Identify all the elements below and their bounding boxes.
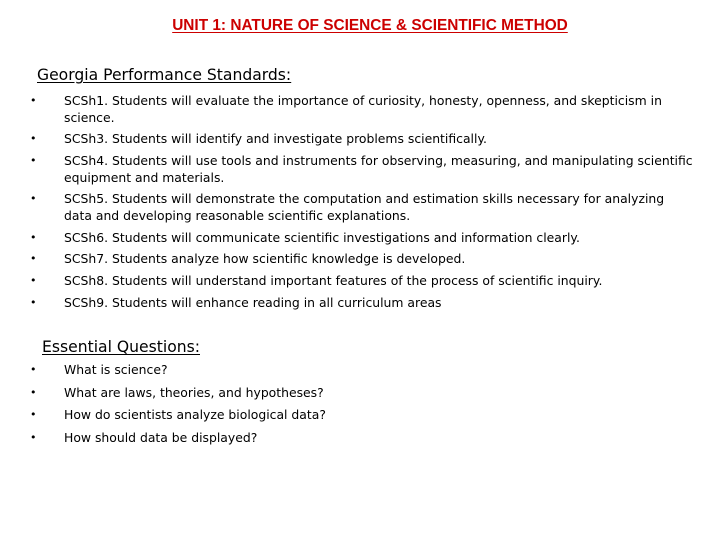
bullet-icon: • <box>30 363 37 376</box>
standards-list <box>30 93 695 317</box>
bullet-icon: • <box>30 385 37 399</box>
standard-text: SCSh3. Students will identify and investigate problems scientifically. <box>64 131 487 147</box>
standard-text: SCSh6. Students will communicate scientific investigations and information clearly. <box>64 229 580 245</box>
list-item <box>30 230 695 247</box>
bullet-icon: • <box>30 192 37 206</box>
standard-text: SCSh4. Students will use tools and instruments for observing, measuring, and manipulating scientific equipment and materials. <box>64 153 693 185</box>
standard-text: SCSh7. Students analyze how scientific knowledge is developed. <box>64 251 466 267</box>
bullet-icon: • <box>30 154 37 168</box>
list-item <box>30 295 695 312</box>
list-item <box>30 362 695 379</box>
list-item <box>30 273 695 290</box>
bullet-icon: • <box>30 274 37 288</box>
list-item <box>30 385 695 402</box>
list-item <box>30 407 695 424</box>
list-item <box>30 430 695 447</box>
question-text: What is science? <box>64 362 168 377</box>
list-item <box>30 251 695 268</box>
list-item <box>30 93 695 126</box>
standard-text: SCSh8. Students will understand important features of the process of scientific inquiry. <box>64 273 603 289</box>
list-item <box>30 131 695 148</box>
question-text: How should data be displayed? <box>64 430 258 446</box>
question-text: How do scientists analyze biological data? <box>64 407 326 423</box>
standard-text: SCSh9. Students will enhance reading in all curriculum areas <box>64 295 442 311</box>
bullet-icon: • <box>30 252 37 266</box>
bullet-icon: • <box>30 132 37 146</box>
question-text: What are laws, theories, and hypotheses? <box>64 384 324 400</box>
questions-list <box>30 362 695 453</box>
list-item <box>30 191 695 224</box>
standards-heading: Georgia Performance Standards: <box>37 66 292 84</box>
bullet-icon: • <box>30 230 37 244</box>
list-item <box>30 153 695 186</box>
questions-heading: Essential Questions: <box>42 338 200 356</box>
standard-text: SCSh1. Students will evaluate the importance of curiosity, honesty, openness, and skepticism in science. <box>64 93 662 125</box>
bullet-icon: • <box>30 431 37 445</box>
bullet-icon: • <box>30 296 37 310</box>
unit-title: UNIT 1: NATURE OF SCIENCE & SCIENTIFIC METHOD <box>172 17 568 34</box>
standard-text: SCSh5. Students will demonstrate the computation and estimation skills necessary for analyzing data and developing reasonable scientific explanations. <box>64 191 665 223</box>
bullet-icon: • <box>30 94 37 107</box>
bullet-icon: • <box>30 408 37 422</box>
